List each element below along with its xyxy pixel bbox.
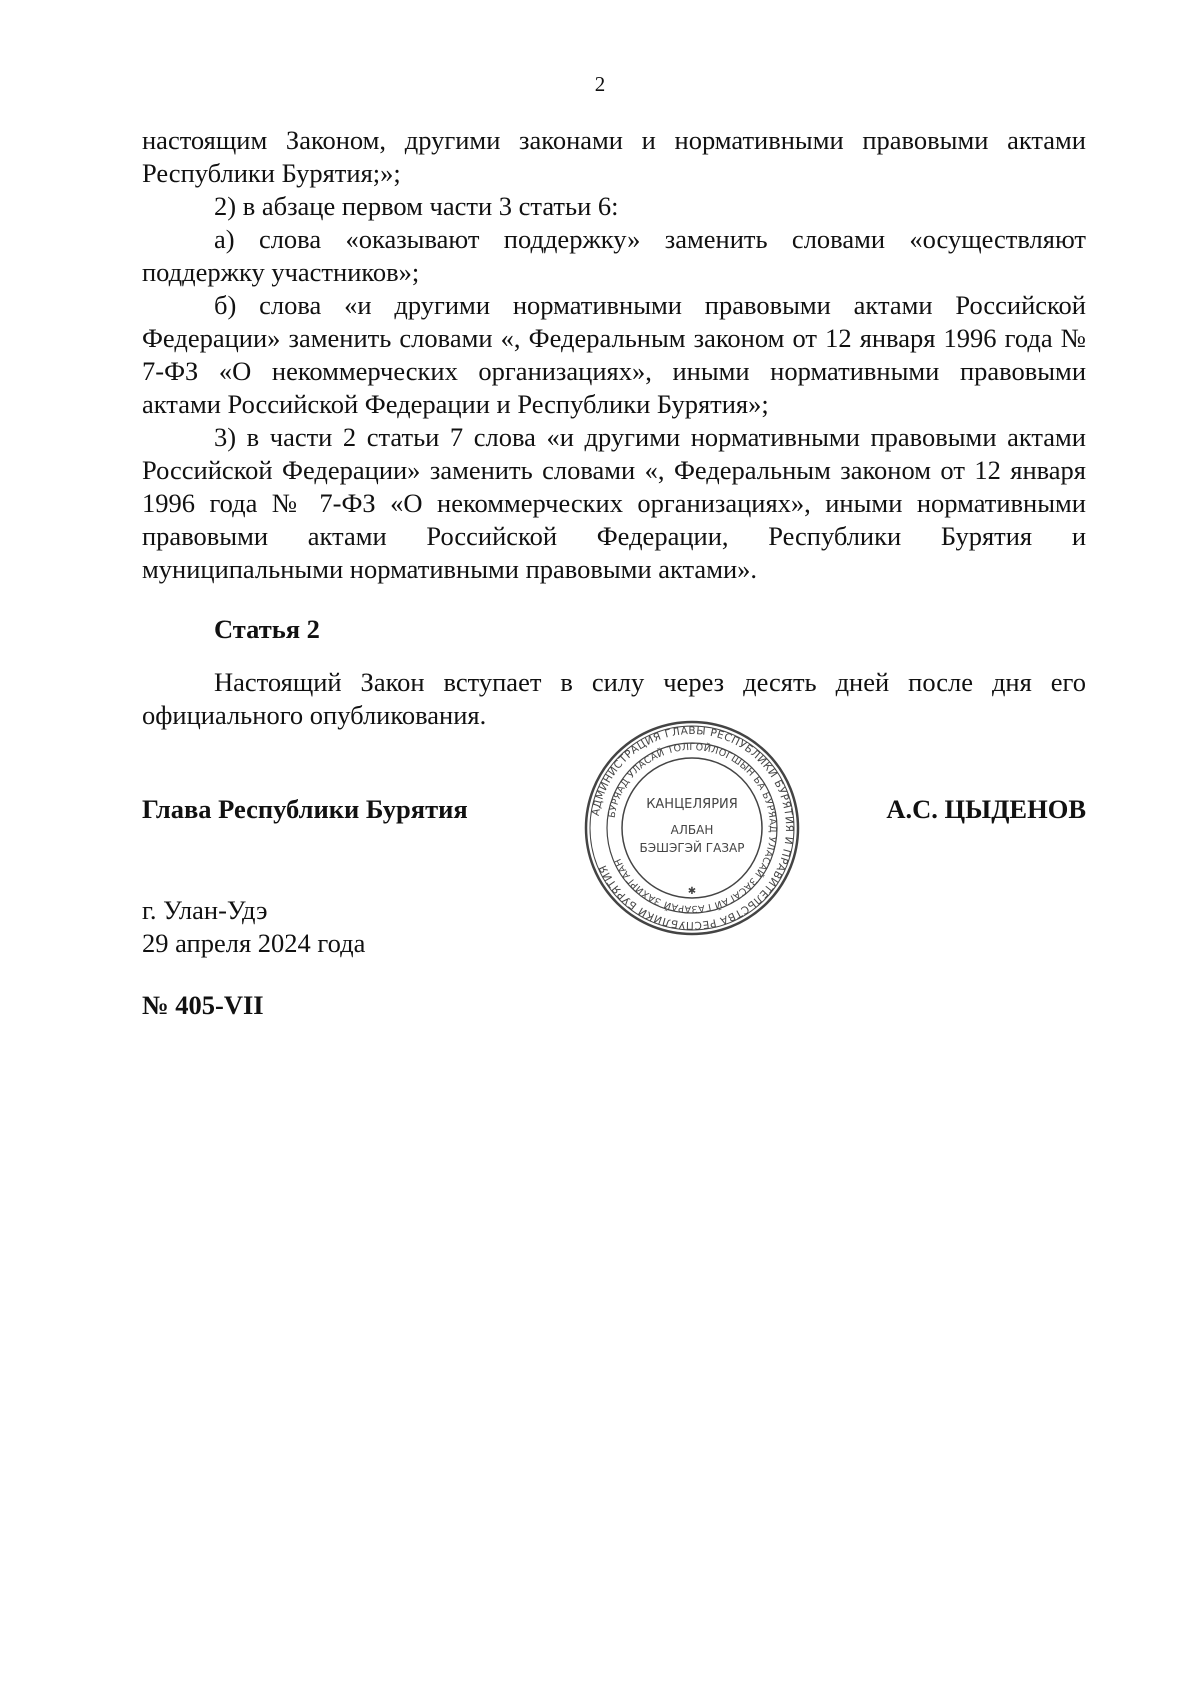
article-heading: Статья 2 bbox=[214, 614, 320, 644]
city: г. Улан-Удэ bbox=[142, 895, 268, 925]
body-text bbox=[142, 124, 1086, 586]
paragraph-item-2b: б) слова «и другими нормативными правовыми актами Российской Федерации» заменить словами «, Федеральным законом от 12 января 1996 года № 7-ФЗ «О некоммерческих организациях», иными нормативными правовыми актами Российской Федерации и Республики Бурятия»; bbox=[142, 290, 1086, 419]
place-and-date bbox=[142, 894, 365, 960]
signatory-name: А.С. ЦЫДЕНОВ bbox=[886, 794, 1086, 824]
article-text: Настоящий Закон вступает в силу через десять дней после дня его официального опубликования. bbox=[142, 667, 1086, 730]
signatory-title: Глава Республики Бурятия bbox=[142, 794, 468, 824]
stamp-line-3: БЭШЭГЭЙ ГАЗАР bbox=[639, 841, 745, 855]
paragraph-item-3: 3) в части 2 статьи 7 слова «и другими нормативными правовыми актами Российской Федерации» заменить словами «, Федеральным законом от 12 января 1996 года № 7-ФЗ «О некоммерческих организациях», иными нормативными правовыми актами Российской Федерации, Республики Бурятия и муниципальными нормативными правовыми актами». bbox=[142, 422, 1086, 584]
stamp-star-icon: ✱ bbox=[687, 886, 697, 897]
stamp-inner-text: БУРЯАД УЛАСАЙ ТОЛГОЙЛОГШЫН БА БУРЯАД УЛАСАЙ ЗАСАГАЙ ГАЗАРАЙ ЗАХИРГААН bbox=[606, 741, 779, 915]
stamp-line-1: КАНЦЕЛЯРИЯ bbox=[646, 797, 738, 812]
paragraph-continuation: настоящим Законом, другими законами и нормативными правовыми актами Республики Бурятия;»; bbox=[142, 125, 1086, 188]
document-number: № 405-VII bbox=[142, 990, 264, 1020]
stamp-line-2: АЛБАН bbox=[670, 823, 714, 837]
paragraph-item-2a: а) слова «оказывают поддержку» заменить словами «осуществляют поддержку участников»; bbox=[142, 224, 1086, 287]
signing-date: 29 апреля 2024 года bbox=[142, 928, 366, 958]
official-stamp bbox=[582, 718, 802, 938]
paragraph-item-2: 2) в абзаце первом части 3 статьи 6: bbox=[214, 191, 619, 221]
stamp-outer-text: АДМИНИСТРАЦИЯ ГЛАВЫ РЕСПУБЛИКИ БУРЯТИЯ И ПРАВИТЕЛЬСТВА РЕСПУБЛИКИ БУРЯТИЯ bbox=[589, 724, 796, 932]
page-number: 2 bbox=[594, 72, 606, 96]
